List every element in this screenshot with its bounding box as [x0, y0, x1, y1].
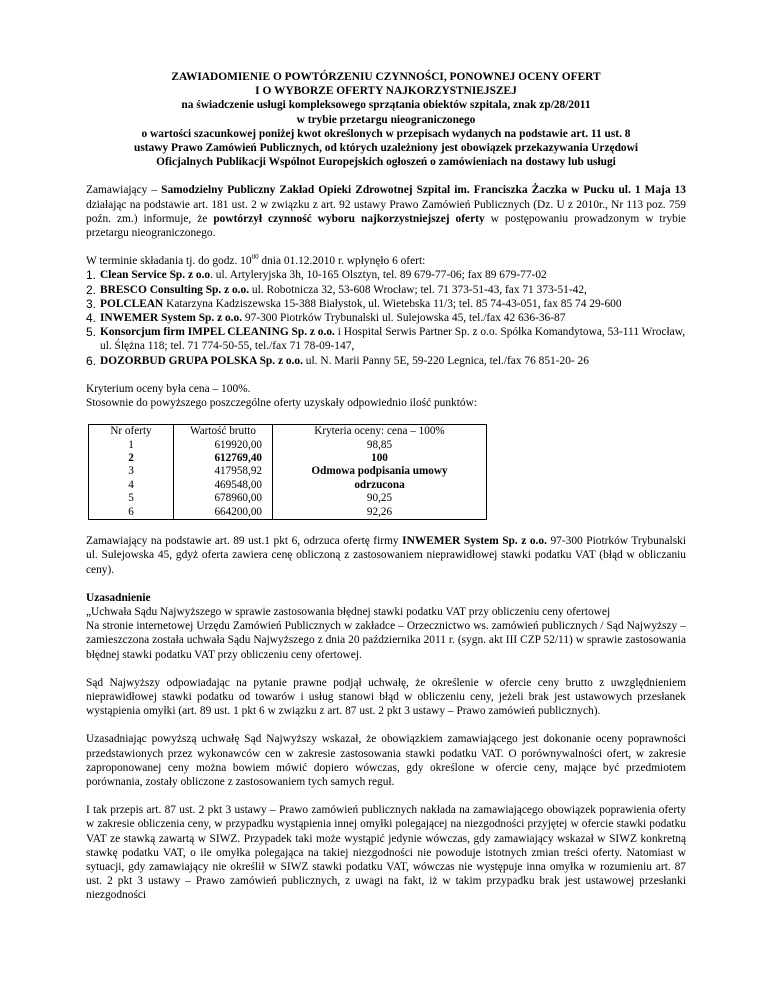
offer-item — [86, 325, 686, 353]
offers-list — [86, 268, 686, 367]
offer-company: Konsorcjum firm IMPEL CLEANING Sp. z o.o. — [100, 326, 335, 339]
offer-item — [86, 311, 686, 325]
title-line: w trybie przetargu nieograniczonego — [296, 113, 476, 126]
offer-number: 1. — [86, 268, 97, 283]
offer-details: ul. N. Marii Panny 5E, 59-220 Legnica, tel./fax 76 851-20- 26 — [302, 354, 589, 367]
offer-number: 4. — [86, 311, 97, 326]
offer-item — [86, 297, 686, 311]
offer-details: 97-300 Piotrków Trybunalski ul. Sulejowska 45, tel./fax 42 636-36-87 — [242, 312, 566, 325]
offer-company: BRESCO Consulting Sp. z o.o. — [100, 283, 250, 296]
document-body — [86, 70, 686, 903]
column-header: Nr oferty — [89, 425, 174, 439]
gross-value-cell: 469548,00 — [174, 479, 273, 492]
title-line: na świadczenie usługi kompleksowego sprzątania obiektów szpitala, znak zp/28/2011 — [181, 99, 591, 112]
gross-value-cell: 417958,92 — [174, 465, 273, 478]
document-title — [86, 70, 686, 169]
offer-number-cell: 5 — [89, 492, 174, 505]
score-cell: odrzucona — [273, 479, 487, 492]
table-row — [89, 452, 487, 465]
title-line: I O WYBORZE OFERTY NAJKORZYSTNIEJSZEJ — [255, 85, 517, 98]
table-row — [89, 465, 487, 478]
column-header: Wartość brutto — [174, 425, 273, 439]
offer-item — [86, 354, 686, 368]
title-line: o wartości szacunkowej poniżej kwot określonych w przepisach wydanych na podstawie art. 11 ust. 8 — [141, 127, 631, 140]
justification-paragraph: „Uchwała Sądu Najwyższego w sprawie zastosowania błędnej stawki podatku VAT przy obliczeniu ceny ofertowej — [86, 605, 611, 618]
offer-company: Clean Service Sp. z o.o — [100, 269, 211, 282]
offer-number: 2. — [86, 282, 97, 297]
gross-value-cell: 612769,40 — [174, 452, 273, 465]
offer-details: Katarzyna Kadziszewska 15-388 Białystok, ul. Wietebska 11/3; tel. 85 74-43-051, fax 85 74 29-600 — [163, 297, 622, 310]
offer-number: 3. — [86, 296, 97, 311]
rejection-paragraph: Zamawiający na podstawie art. 89 ust.1 pkt 6, odrzuca ofertę firmy INWEMER System Sp. z o.o. 97-300 Piotrków Trybunalski ul. Sulejowska 45, gdyż oferta zawiera cenę obliczoną z zastosowaniem nieprawidłowej stawki podatku VAT (błąd w obliczaniu ceny). — [86, 535, 686, 576]
score-cell: 92,26 — [273, 506, 487, 520]
justification-heading: Uzasadnienie — [86, 591, 151, 604]
intro-paragraph: Zamawiający – Samodzielny Publiczny Zakład Opieki Zdrowotnej Szpital im. Franciszka Żaczka w Pucku ul. 1 Maja 13 działając na podstawie art. 181 ust. 2 w związku z art. 92 ustawy Prawo Zamówień Publicznych (Dz. U z 2010r., Nr 113 poz. 759 poźn. zm.) informuje, że powtórzył czynność wyboru najkorzystniejszej oferty w postępowaniu prowadzonym w trybie przetargu nieograniczonego. — [86, 184, 686, 240]
offer-number: 5. — [86, 325, 97, 340]
score-cell: 100 — [273, 452, 487, 465]
title-line: ZAWIADOMIENIE O POWTÓRZENIU CZYNNOŚCI, PONOWNEJ OCENY OFERT — [171, 71, 601, 83]
offer-company: DOZORBUD GRUPA POLSKA Sp. z o.o. — [100, 354, 303, 367]
title-line: Oficjalnych Publikacji Wspólnot Europejskich ogłoszeń o zamówieniach na dostawy lub usługi — [156, 156, 616, 169]
offer-number-cell: 6 — [89, 506, 174, 520]
score-cell: 90,25 — [273, 492, 487, 505]
offer-number-cell: 2 — [89, 452, 174, 465]
score-cell: 98,85 — [273, 439, 487, 452]
table-header-row — [89, 425, 487, 439]
justification-paragraph: Uzasadniając powyższą uchwałę Sąd Najwyższy wskazał, że obowiązkiem zamawiającego jest dokonanie oceny poprawności przedstawionych przez wykonawców cen w zakresie zastosowania stawki podatku VAT. O porównywalności ofert, w zakresie zaproponowanej ceny można bowiem mówić dopiero wówczas, gdy określone w ofercie ceny, mające być przedmiotem porównania, zostały obliczone z zastosowaniem tych samych reguł. — [86, 733, 686, 788]
gross-value-cell: 664200,00 — [174, 506, 273, 520]
table-row — [89, 439, 487, 452]
justification-paragraph: I tak przepis art. 87 ust. 2 pkt 3 ustawy – Prawo zamówień publicznych nakłada na zamawiającego obowiązek poprawienia oferty w zakresie obliczenia ceny, w przypadku wystąpienia innej omyłki polegającej na niezgodności przyjętej w ofercie stawki podatku VAT ze stawką zawartą w SIWZ. Przypadek taki może wystąpić jedynie wówczas, gdy zamawiający wskazał w SIWZ konkretną stawkę podatku VAT, o ile omyłka polegająca na takiej niezgodności nie powoduje istotnych zmian treści oferty. Natomiast w sytuacji, gdy zamawiający nie określił w SIWZ stawki podatku VAT, wówczas nie występuje inna omyłka w rozumieniu art. 87 ust. 2 pkt 3 ustawy – Prawo zamówień publicznych, z uwagi na fakt, iż w takim przypadku brak jest ustawowej przesłanki niezgodności — [86, 804, 686, 902]
deadline-line: W terminie składania tj. do godz. $10^{00}$ dnia 01.12.2010 r. wpłynęło 6 ofert: — [86, 253, 426, 268]
criteria-line: Kryterium oceny była cena – 100%. — [86, 382, 251, 395]
offer-details: i Hospital Serwis Partner Sp. z o.o. Spółka Komandytowa, 53-111 Wrocław, ul. Ślężna 118; tel. 71 774-50-55, tel./fax 71 78-09-147, — [100, 326, 686, 353]
offer-item — [86, 283, 686, 297]
justification-paragraph: Sąd Najwyższy odpowiadając na pytanie prawne podjął uchwałę, że określenie w ofercie ceny brutto z uwzględnieniem nieprawidłowej stawki podatku od towarów i usług stanowi błąd w obliczeniu ceny, jeżeli brak jest ustawowych przesłanek wystąpienia omyłki (art. 89 ust. 1 pkt 6 w związku z art. 87 ust. 2 pkt 3 ustawy – Prawo zamówień publicznych). — [86, 676, 686, 718]
table-row — [89, 506, 487, 520]
offer-company: INWEMER System Sp. z o.o. — [100, 312, 243, 325]
offer-company: POLCLEAN — [100, 297, 164, 310]
offer-details: ul. Robotnicza 32, 53-608 Wrocław; tel. 71 373-51-43, fax 71 373-51-42, — [249, 283, 587, 296]
offer-number-cell: 3 — [89, 465, 174, 478]
offer-number-cell: 1 — [89, 439, 174, 452]
scores-table — [88, 424, 487, 520]
table-row — [89, 479, 487, 492]
title-line: ustawy Prawo Zamówień Publicznych, od których uzależniony jest obowiązek przekazywania Urzędowi — [133, 142, 638, 155]
criteria-line: Stosownie do powyższego poszczególne oferty uzyskały odpowiednio ilość punktów: — [86, 397, 478, 410]
justification-paragraph: Na stronie internetowej Urzędu Zamówień Publicznych w zakładce – Orzecznictwo ws. zamówień publicznych / Sąd Najwyższy – zamieszczona została uchwała Sądu Najwyższego z dnia 20 października 2011 r. (sygn. akt III CZP 52/11) w sprawie zastosowania błędnej stawki podatku VAT przy obliczeniu ceny ofertowej. — [86, 620, 686, 661]
offer-number-cell: 4 — [89, 479, 174, 492]
score-cell: Odmowa podpisania umowy — [273, 465, 487, 478]
column-header: Kryteria oceny: cena – 100% — [273, 425, 487, 439]
table-row — [89, 492, 487, 505]
offer-number: 6. — [86, 353, 97, 368]
offer-details: . ul. Artyleryjska 3h, 10-165 Olsztyn, tel. 89 679-77-06; fax 89 679-77-02 — [210, 269, 547, 282]
gross-value-cell: 678960,00 — [174, 492, 273, 505]
gross-value-cell: 619920,00 — [174, 439, 273, 452]
offer-item — [86, 268, 686, 282]
